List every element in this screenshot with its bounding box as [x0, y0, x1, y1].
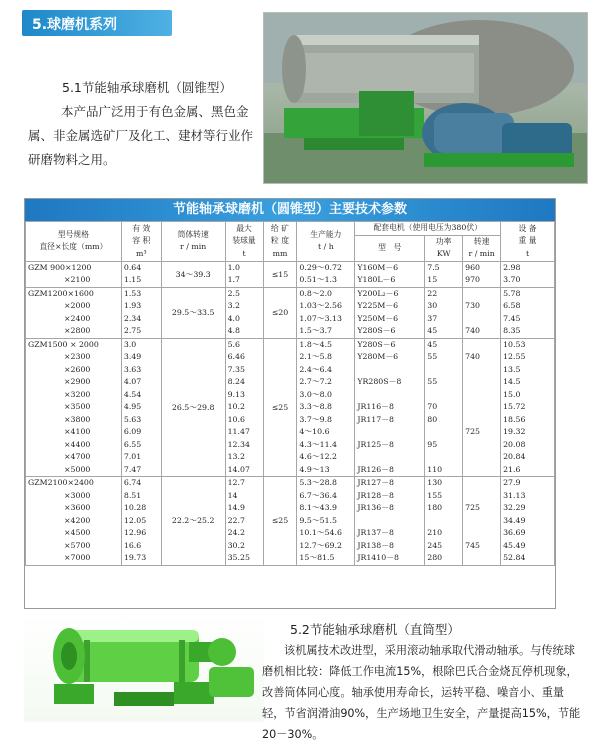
- cell-models: GZM2100×2400 ×3000 ×3600 ×4200 ×4500 ×5700 ×7000: [26, 477, 122, 566]
- cell-rpm: 730 740: [463, 287, 501, 338]
- product1-description: 本产品广泛用于有色金属、黑色金属、非金属选矿厂及化工、建材等行业作研磨物料之用。: [28, 104, 254, 167]
- green-ball-mill-drawing: [24, 612, 264, 722]
- header-feed-size: 给 矿 粒 度 mm: [263, 222, 297, 262]
- cell-speed: 34～39.3: [161, 261, 225, 287]
- header-ball-load: 最大 装球量 t: [225, 222, 263, 262]
- cell-ball: 5.6 6.46 7.35 8.24 9.13 10.2 10.6 11.47 12.34 13.2 14.07: [225, 338, 263, 477]
- cell-speed: 29.5～33.5: [161, 287, 225, 338]
- section-banner: [22, 10, 172, 36]
- cell-models: GZM 900×1200 ×2100: [26, 261, 122, 287]
- table-row-group-900: [26, 261, 555, 287]
- cell-feed: ≤25: [263, 477, 297, 566]
- cell-motor-models: Y200L₂－6 Y225M－6 Y250M－6 Y280S－6: [355, 287, 425, 338]
- cell-volume: 0.64 1.15: [121, 261, 161, 287]
- cell-volume: 6.74 8.51 10.28 12.05 12.96 16.6 19.73: [121, 477, 161, 566]
- header-weight: 设 备 重 量 t: [501, 222, 555, 262]
- cell-ball: 1.0 1.7: [225, 261, 263, 287]
- cell-ball: 12.7 14 14.9 22.7 24.2 30.2 35.25: [225, 477, 263, 566]
- product1-heading: 5.1节能轴承球磨机（圆锥型）: [62, 80, 232, 95]
- cell-volume: 1.53 1.93 2.34 2.75: [121, 287, 161, 338]
- header-model: 型号规格 直径×长度（mm）: [26, 222, 122, 262]
- header-motor-model: 型 号: [355, 235, 425, 261]
- cell-power: 130 155 180 210 245 280: [425, 477, 463, 566]
- green-ball-mill-photo: [24, 612, 264, 722]
- cell-motor-models: JR127－8 JR128－8 JR136－8 JR137－8 JR138－8 JR1410－8: [355, 477, 425, 566]
- cell-capacity: 0.8～2.0 1.03～2.56 1.07～3.13 1.5～3.7: [297, 287, 355, 338]
- cell-models: GZM1200×1600 ×2000 ×2400 ×2800: [26, 287, 122, 338]
- cell-capacity: 5.3～28.8 6.7～36.4 8.1～43.9 9.5～51.5 10.1～54.6 12.7～69.2 15～81.5: [297, 477, 355, 566]
- cell-power: 45 55 55 70 80 95 110: [425, 338, 463, 477]
- header-row: [26, 222, 555, 236]
- cell-volume: 3.0 3.49 3.63 4.07 4.54 4.95 5.63 6.09 6.55 7.01 7.47: [121, 338, 161, 477]
- cell-rpm: 960 970: [463, 261, 501, 287]
- ball-mill-photo: [263, 12, 588, 184]
- header-volume: 有 效 容 积 m³: [121, 222, 161, 262]
- cell-weight: 10.53 12.55 13.5 14.5 15.0 15.72 18.56 19.32 20.08 20.84 21.6: [501, 338, 555, 477]
- header-capacity: 生产能力 t / h: [297, 222, 355, 262]
- cell-motor-models: Y280S－6 Y280M－6 YR280S－8 JR116－8 JR117－8 JR125－8 JR126－8: [355, 338, 425, 477]
- product2-description: 该机属技术改进型，采用滚动轴承取代滑动轴承。与传统球磨机相比较：降低工作电流15%，根除巴氏合金烧瓦停机现象，改善筒体同心度。轴承使用寿命长，运转平稳、噪音小、重量轻，节省润滑油90%，生产场地卫生安全，产量提高15%，节能20－30%。: [262, 644, 581, 741]
- header-motor-group: 配套电机（使用电压为380伏）: [355, 222, 501, 236]
- cell-power: 22 30 37 45: [425, 287, 463, 338]
- spec-table-panel: [24, 198, 556, 609]
- cell-weight: 5.78 6.58 7.45 8.35: [501, 287, 555, 338]
- cell-speed: 22.2～25.2: [161, 477, 225, 566]
- header-speed: 筒体转速 r / min: [161, 222, 225, 262]
- cell-rpm: 725 745: [463, 477, 501, 566]
- section-title: 5.球磨机系列: [32, 17, 118, 33]
- table-row-group-2100: [26, 477, 555, 566]
- cell-power: 7.5 15: [425, 261, 463, 287]
- table-row-group-1500: [26, 338, 555, 477]
- cell-models: GZM1500 × 2000 ×2300 ×2600 ×2900 ×3200 ×3500 ×3800 ×4100 ×4400 ×4700 ×5000: [26, 338, 122, 477]
- header-motor-power: 功率 KW: [425, 235, 463, 261]
- spec-table-title: 节能轴承球磨机（圆锥型）主要技术参数: [25, 199, 555, 221]
- cell-capacity: 0.29～0.72 0.51～1.3: [297, 261, 355, 287]
- product2-heading: 5.2节能轴承球磨机（直筒型）: [290, 622, 460, 637]
- cell-feed: ≤20: [263, 287, 297, 338]
- cell-weight: 2.98 3.70: [501, 261, 555, 287]
- cell-capacity: 1.8～4.5 2.1～5.8 2.4～6.4 2.7～7.2 3.0～8.0 3.3～8.8 3.7～9.8 4～10.6 4.3～11.4 4.6～12.2 4.9～13: [297, 338, 355, 477]
- cell-speed: 26.5～29.8: [161, 338, 225, 477]
- cell-feed: ≤15: [263, 261, 297, 287]
- cell-motor-models: Y160M－6 Y180L－6: [355, 261, 425, 287]
- table-row-group-1200: [26, 287, 555, 338]
- header-motor-speed: 转速 r / min: [463, 235, 501, 261]
- cell-weight: 27.9 31.13 32.29 34.49 36.69 45.49 52.84: [501, 477, 555, 566]
- cell-ball: 2.5 3.2 4.0 4.8: [225, 287, 263, 338]
- cell-rpm: 740 725: [463, 338, 501, 477]
- cell-feed: ≤25: [263, 338, 297, 477]
- ball-mill-photo-drawing: [264, 13, 587, 183]
- spec-table: [25, 221, 555, 566]
